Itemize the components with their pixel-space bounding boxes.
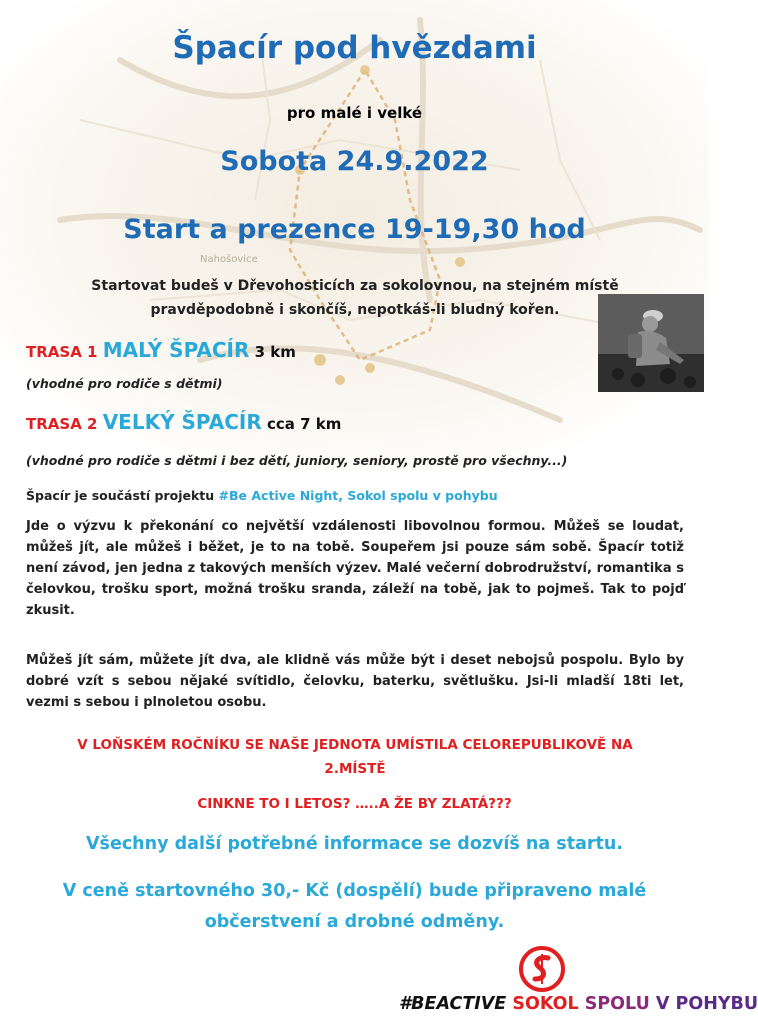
logo-beactive: #BEACTIVE [399, 994, 507, 1014]
logo-v-pohybu: V POHYBU [655, 994, 758, 1014]
logo-sokol: SOKOL [512, 994, 579, 1014]
hiker-photo [598, 294, 704, 392]
fee-info-line-1: V ceně startovného 30,- Kč (dospělí) bude připraveno malé [62, 881, 647, 901]
route-1-label: TRASA 1 [26, 343, 98, 361]
this-year-question: CINKNE TO I LETOS? …..A ŽE BY ZLATÁ??? [197, 796, 512, 812]
logo-text [399, 994, 758, 1014]
route-1-name: MALÝ ŠPACÍR [102, 338, 250, 362]
subtitle: pro malé i velké [286, 104, 423, 122]
last-year-result [40, 733, 670, 781]
sokol-logo [383, 942, 758, 1024]
event-date: Sobota 24.9.2022 [220, 146, 489, 177]
info-at-start: Všechny další potřebné informace se dozvíš na startu. [85, 834, 623, 854]
fee-info [20, 876, 689, 938]
route-2-note: (vhodné pro rodiče s dětmi i bez dětí, juniory, seniory, prostě pro všechny...) [26, 453, 568, 468]
last-year-line-1: V LOŇSKÉM ROČNÍKU SE NAŠE JEDNOTA UMÍSTILA CELOREPUBLIKOVĚ NA [77, 737, 633, 753]
paragraph-1: Jde o výzvu k překonání co největší vzdálenosti libovolnou formou. Můžeš se loudat, můžeš jít, ale můžeš i běžet, je to na tobě. Soupeřem jsi pouze sám sobě. Špacír totiž není závod, jen jedna z takových menších výzev. Malé večerní dobrodružství, romantika s čelovkou, trošku sport, možná trošku sranda, záleží na tobě, jak to pojmeš. Tak to pojď zkusit. [26, 519, 684, 618]
sokol-emblem-icon [519, 946, 565, 992]
intro-text [40, 274, 670, 322]
paragraph-2: Můžeš jít sám, můžete jít dva, ale klidně vás může být i deset nebojsů pospolu. Bylo by dobré vzít s sebou nějaké svítidlo, čelovku, baterku, světlušku. Jsi-li mladší 18ti let, vezmi s sebou i plnoletou osobu. [26, 653, 684, 710]
route-2-distance: cca 7 km [267, 415, 342, 433]
route-2-label: TRASA 2 [26, 415, 98, 433]
fee-info-line-2: občerstvení a drobné odměny. [204, 912, 505, 932]
map-place-label: Nahošovice [200, 254, 258, 265]
project-highlight: #Be Active Night, Sokol spolu v pohybu [218, 488, 498, 503]
project-line [26, 488, 498, 503]
route-2 [26, 410, 341, 434]
intro-line-1: Startovat budeš v Dřevohosticích za sokolovnou, na stejném místě [91, 278, 619, 294]
start-time: Start a prezence 19-19,30 hod [123, 214, 586, 245]
route-1 [26, 338, 296, 362]
last-year-line-2: 2.MÍSTĚ [324, 761, 386, 777]
page-title: Špacír pod hvězdami [172, 30, 537, 66]
route-1-note: (vhodné pro rodiče s dětmi) [26, 376, 223, 391]
route-2-name: VELKÝ ŠPACÍR [102, 410, 262, 434]
intro-line-2: pravděpodobně i skončíš, nepotkáš-li bludný kořen. [150, 302, 560, 318]
logo-spolu: SPOLU [584, 994, 650, 1014]
route-1-distance: 3 km [254, 343, 296, 361]
project-prefix: Špacír je součástí projektu [26, 488, 215, 503]
